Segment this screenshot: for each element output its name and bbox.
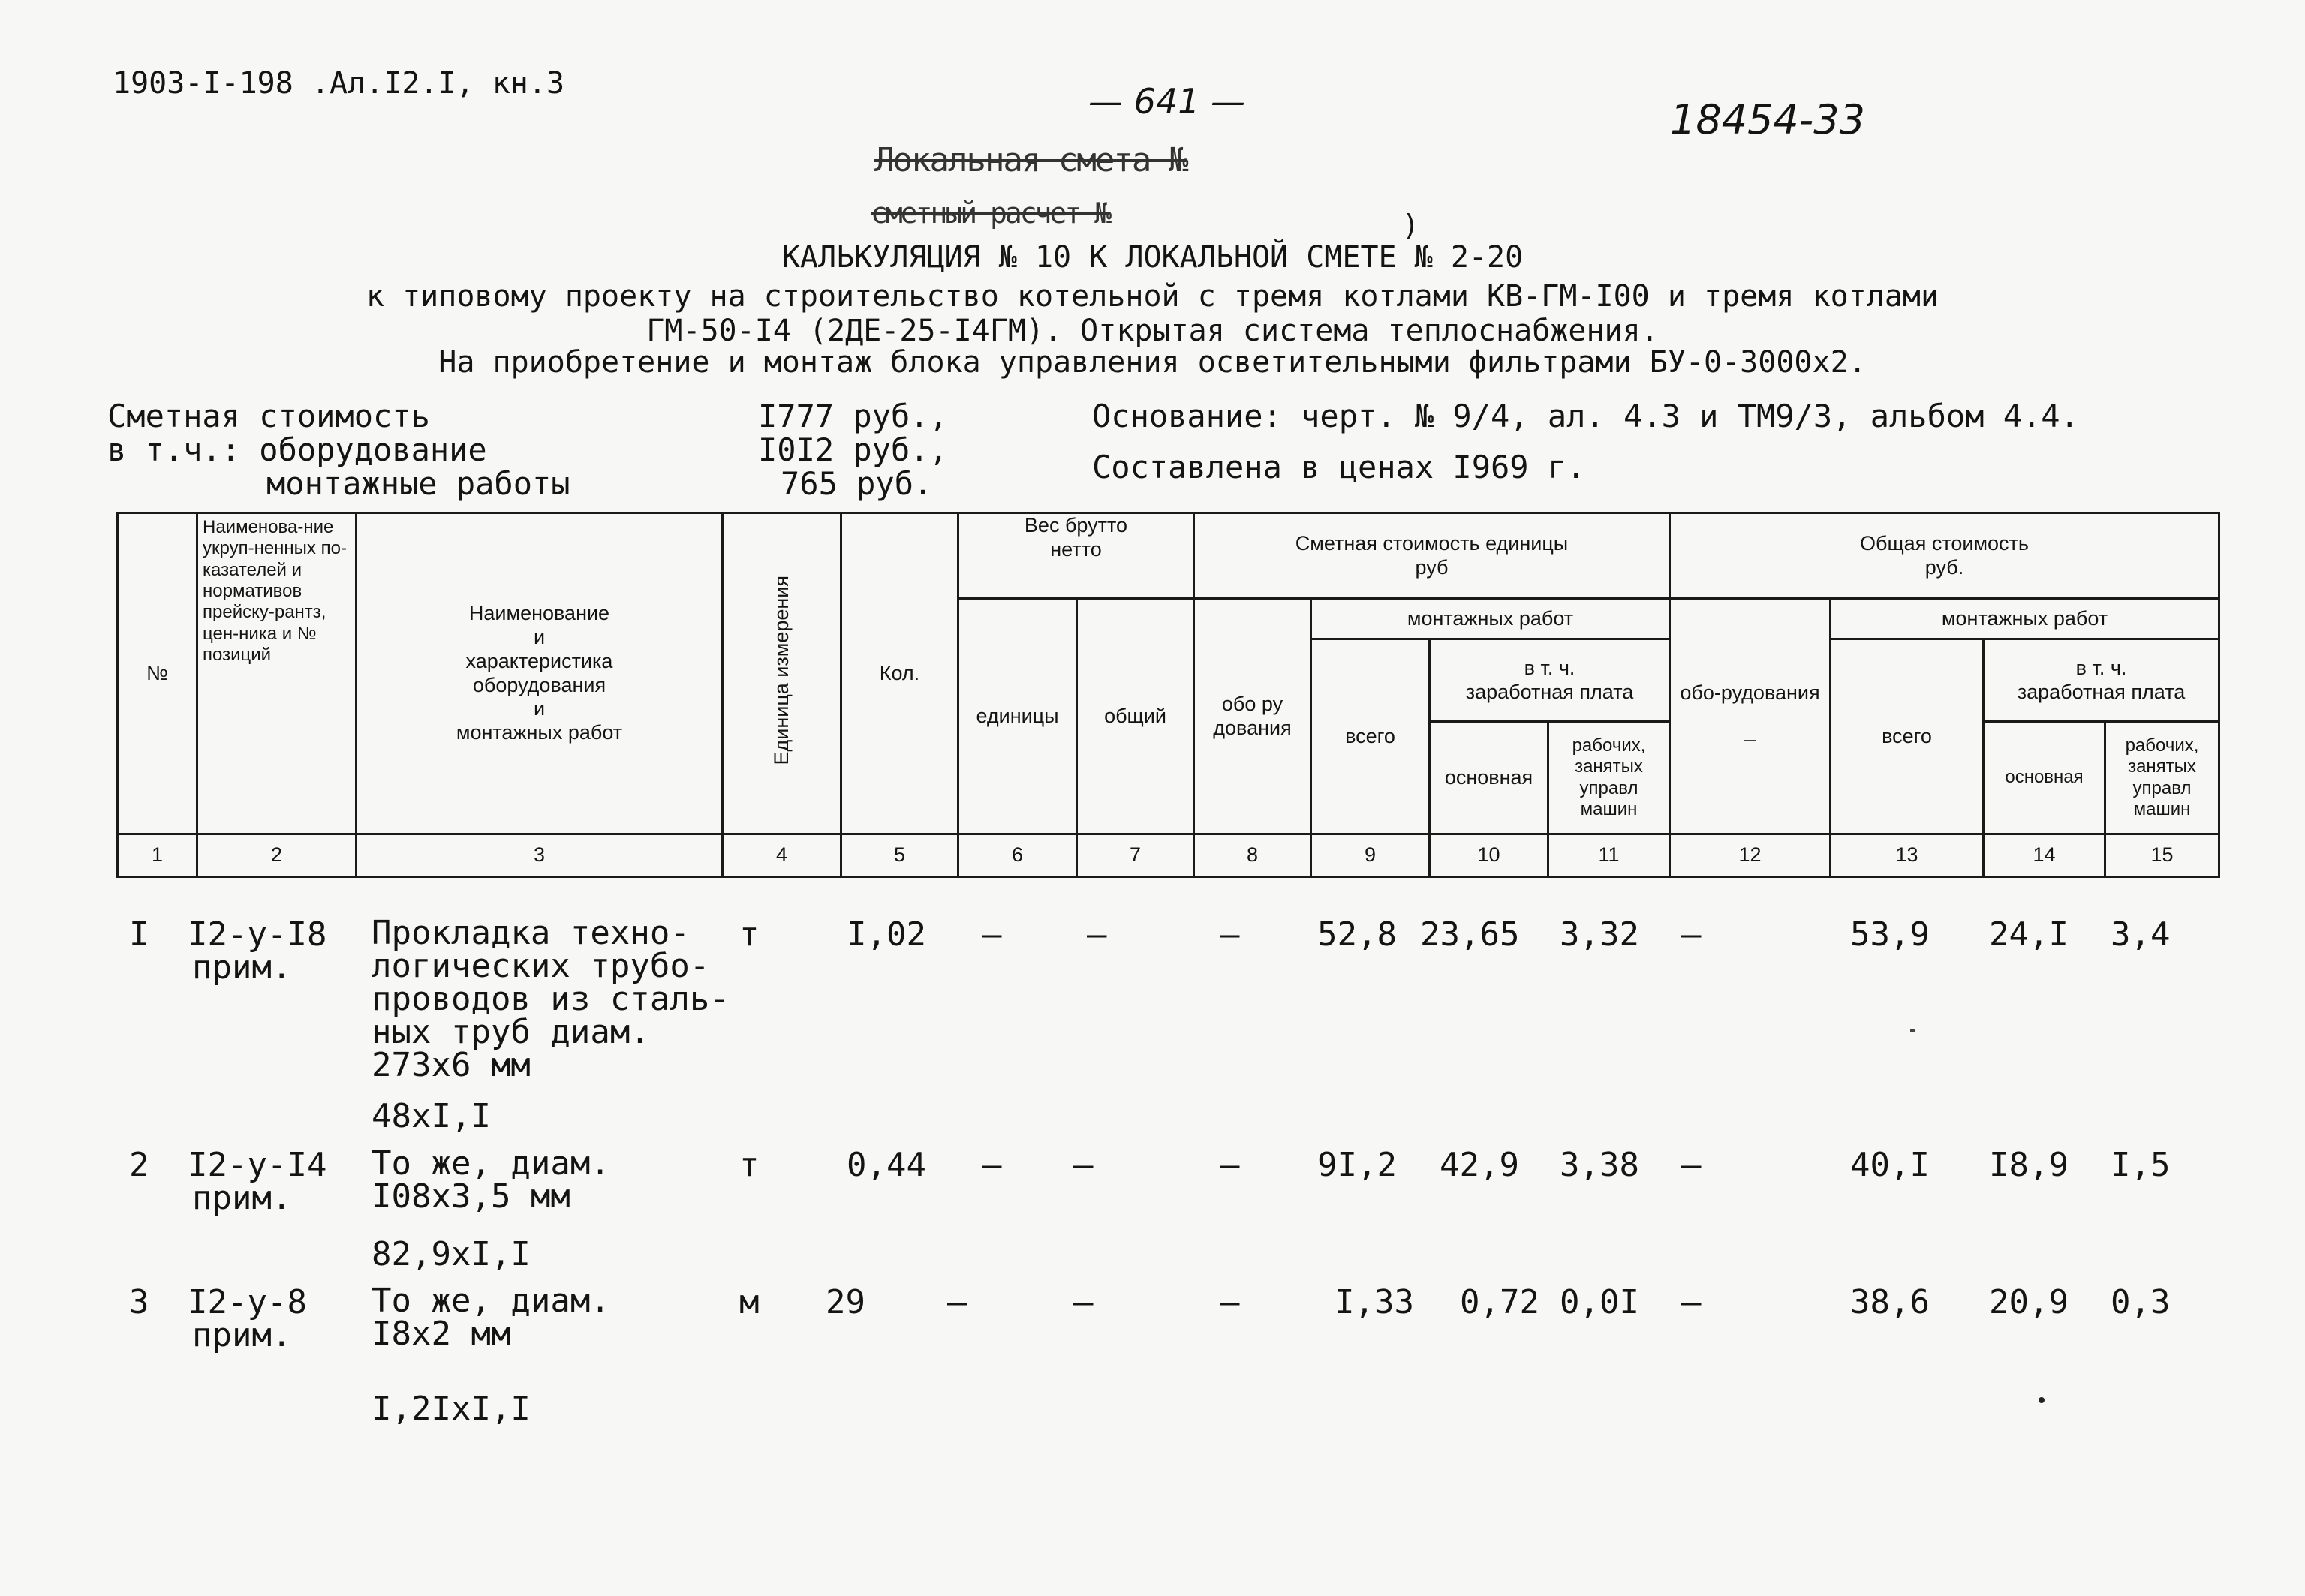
row-total-wage-base: 20,9 (1989, 1283, 2069, 1321)
struck-through-subheading: сметный расчет № (871, 197, 1110, 230)
row-total-wage-machines: 3,4 (2111, 915, 2171, 954)
row-total-equipment: – (1681, 1283, 1702, 1321)
column-number: 12 (1670, 834, 1831, 877)
col-header-total-wage: в т. ч. заработная плата (1984, 639, 2219, 722)
cost-label: монтажные работы (266, 465, 570, 502)
row-wage-machines: 3,32 (1560, 915, 1639, 954)
column-number: 9 (1311, 834, 1430, 877)
col-header-quantity: Кол. (841, 513, 958, 834)
subtitle-line: к типовому проекту на строительство котельной с тремя котлами КВ-ГМ-I00 и тремя котлами (366, 279, 1939, 314)
column-number-row (118, 834, 2219, 877)
struck-through-heading: Локальная смета № (874, 141, 1187, 179)
col-header-total-mount-works: монтажных работ (1831, 599, 2219, 639)
row-description: То же, диам. I8х2 мм (372, 1282, 610, 1353)
column-number: 13 (1831, 834, 1984, 877)
row-unit: т (739, 915, 760, 954)
col-header-wage-base: основная (1430, 722, 1548, 834)
col-header-unit: Единица измерения (723, 513, 841, 834)
column-number: 6 (958, 834, 1077, 877)
archive-number: 18454-33 (1670, 96, 1865, 143)
row-norm-code: I2-у-I4 (188, 1146, 327, 1184)
col-header-equipment: обо ру дования (1194, 599, 1311, 834)
row-wage-base: 0,72 (1460, 1283, 1539, 1321)
row-wage-base: 42,9 (1440, 1146, 1519, 1184)
stray-mark: ) (1402, 209, 1419, 242)
column-number: 2 (197, 834, 357, 877)
row-total-mount: 40,I (1850, 1146, 1930, 1184)
column-number: 7 (1077, 834, 1194, 877)
row-mount-total: 52,8 (1317, 915, 1397, 954)
col-header-norm-code: Наименова-ние укруп-ненных по-казателей и нормативов прейску-рантз, цен-ника и № позиций (197, 513, 357, 834)
row-wage-machines: 0,0I (1560, 1283, 1639, 1321)
column-number: 11 (1548, 834, 1670, 877)
row-number: 3 (129, 1283, 149, 1321)
col-header-mount-works: монтажных работ (1311, 599, 1670, 639)
row-weight-unit: – (947, 1283, 967, 1321)
col-header-weight-unit: единицы (958, 599, 1077, 834)
row-mount-total: 9I,2 (1317, 1146, 1397, 1184)
row-total-wage-base: I8,9 (1989, 1146, 2069, 1184)
row-coefficient: 48хI,I (372, 1097, 491, 1135)
subtitle-line: На приобретение и монтаж блока управления осветительными фильтрами БУ-0-3000х2. (438, 345, 1867, 380)
page-number: — 641 — (1088, 81, 1246, 122)
column-number: 14 (1984, 834, 2105, 877)
col-header-total-equipment: обо-рудования – (1670, 599, 1831, 834)
document-title: КАЛЬКУЛЯЦИЯ № 10 К ЛОКАЛЬНОЙ СМЕТЕ № 2-20 (781, 240, 1524, 275)
basis-note: Основание: черт. № 9/4, ал. 4.3 и ТМ9/3, альбом 4.4. (1092, 398, 2079, 434)
column-number: 10 (1430, 834, 1548, 877)
row-quantity: I,02 (847, 915, 926, 954)
cost-label: в т.ч.: оборудование (107, 431, 487, 468)
col-header-wage: в т. ч. заработная плата (1430, 639, 1670, 722)
row-unit: м (739, 1283, 760, 1321)
column-number: 15 (2105, 834, 2219, 877)
row-total-mount: 53,9 (1850, 915, 1930, 954)
row-total-equipment: – (1681, 915, 1702, 954)
cost-value: I777 руб., (758, 398, 948, 434)
col-header-description: Наименование и характеристика оборудования и монтажных работ (357, 513, 723, 834)
column-number: 4 (723, 834, 841, 877)
row-quantity: 0,44 (847, 1146, 926, 1184)
col-header-weight-total: общий (1077, 599, 1194, 834)
prices-note: Составлена в ценах I969 г. (1092, 449, 1586, 485)
row-norm-code: I2-у-8 (188, 1283, 307, 1321)
row-weight-total: – (1073, 1283, 1094, 1321)
column-number: 3 (357, 834, 723, 877)
col-header-total-mount: всего (1831, 639, 1984, 834)
row-total-wage-base: 24,I (1989, 915, 2069, 954)
col-header-weight: Вес брутто нетто (958, 513, 1194, 599)
col-header-unit-cost: Сметная стоимость единицы руб (1194, 513, 1670, 599)
row-norm-note: прим. (192, 1179, 292, 1217)
row-weight-unit: – (982, 1146, 1002, 1184)
row-mount-total: I,33 (1335, 1283, 1414, 1321)
scan-speck (1910, 1029, 1915, 1032)
row-norm-code: I2-у-I8 (188, 915, 327, 954)
row-norm-note: прим. (192, 1316, 292, 1354)
row-total-wage-machines: 0,3 (2111, 1283, 2171, 1321)
column-number: 8 (1194, 834, 1311, 877)
cost-value: 765 руб. (781, 465, 933, 502)
col-header-total-cost: Общая стоимость руб. (1670, 513, 2219, 599)
row-number: 2 (129, 1146, 149, 1184)
row-weight-unit: – (982, 915, 1002, 954)
scan-speck (2039, 1397, 2045, 1403)
row-quantity: 29 (826, 1283, 865, 1321)
col-header-mount-total: всего (1311, 639, 1430, 834)
row-total-equipment: – (1681, 1146, 1702, 1184)
row-coefficient: I,2IхI,I (372, 1390, 531, 1428)
col-header-total-wage-machines: рабочих, занятых управл машин (2105, 722, 2219, 834)
column-number: 1 (118, 834, 197, 877)
col-header-number: № (118, 513, 197, 834)
row-wage-base: 23,65 (1420, 915, 1520, 954)
row-number: I (129, 915, 149, 954)
row-coefficient: 82,9хI,I (372, 1235, 531, 1273)
row-equipment-cost: – (1220, 1146, 1240, 1184)
cost-label: Сметная стоимость (107, 398, 430, 434)
row-equipment-cost: – (1220, 1283, 1240, 1321)
row-equipment-cost: – (1220, 915, 1240, 954)
document-code: 1903-I-198 .Ал.I2.I, кн.3 (113, 66, 565, 101)
row-norm-note: прим. (192, 948, 292, 987)
cost-value: I0I2 руб., (758, 431, 948, 468)
row-wage-machines: 3,38 (1560, 1146, 1639, 1184)
col-header-total-wage-base: основная (1984, 722, 2105, 834)
row-description: Прокладка техно- логических трубо- проводов из сталь- ных труб диам. 273х6 мм (372, 914, 730, 1084)
row-weight-total: – (1087, 915, 1107, 954)
row-total-mount: 38,6 (1850, 1283, 1930, 1321)
col-header-wage-machines: рабочих, занятых управл машин (1548, 722, 1670, 834)
row-unit: т (739, 1146, 760, 1184)
row-description: То же, диам. I08х3,5 мм (372, 1144, 610, 1216)
subtitle-line: ГМ-50-I4 (2ДЕ-25-I4ГМ). Открытая система теплоснабжения. (646, 314, 1659, 348)
estimate-table-header (116, 512, 2220, 878)
row-total-wage-machines: I,5 (2111, 1146, 2171, 1184)
row-weight-total: – (1073, 1146, 1094, 1184)
column-number: 5 (841, 834, 958, 877)
